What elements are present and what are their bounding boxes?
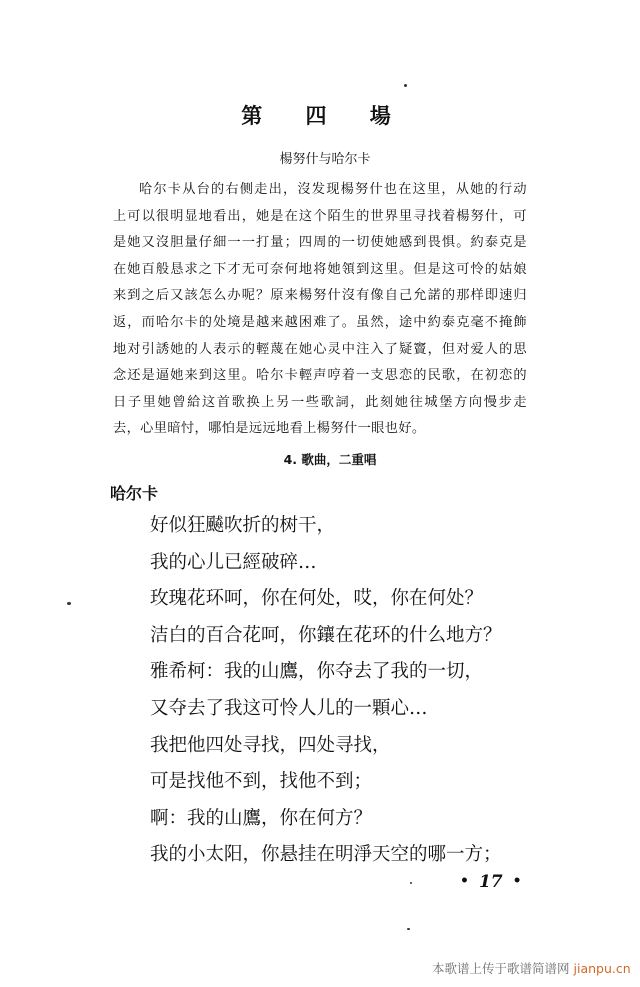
lyric-line: 又夺去了我这可怜人儿的一顆心…: [150, 697, 428, 719]
lyric-line: 玫瑰花环呵，你在何处，哎，你在何处？: [150, 588, 484, 610]
scan-speck: [404, 84, 407, 87]
stage-direction-line: 去，心里暗忖，哪怕是远远地看上楊努什一眼也好。: [113, 421, 426, 437]
stage-direction-line: 来到之后又該怎么办呢？原来楊努什沒有像自己允諾的那样即速归: [113, 288, 527, 304]
stage-direction-line: 是她又沒胆量仔細一一打量；四周的一切使她感到畏惧。約泰克是: [113, 235, 527, 251]
scan-speck: [67, 602, 71, 605]
scan-speck: [407, 928, 410, 930]
lyric-line: 啊：我的山鷹，你在何方？: [150, 807, 373, 829]
section-heading: 4. 歌曲，二重唱: [283, 452, 377, 467]
watermark-site: jianpu.cn: [573, 961, 631, 976]
page-number-value: 17: [478, 872, 503, 892]
stage-direction-paragraph: [113, 177, 527, 443]
speaker-name: 哈尔卡: [110, 484, 159, 503]
stage-direction-line: 返，而哈尔卡的处境是越来越困难了。虽然，途中約泰克毫不掩飾: [113, 314, 527, 330]
stage-direction-line: 念还是逼她来到这里。哈尔卡輕声哼着一支思恋的民歌，在初恋的: [113, 368, 527, 384]
page-number-dot-left: •: [460, 873, 469, 889]
scan-speck: [410, 882, 412, 884]
lyrics-block: [150, 508, 502, 874]
page-number-dot-right: •: [512, 873, 522, 889]
page-number: [450, 872, 532, 892]
stage-direction-line: 上可以很明显地看出，她是在这个陌生的世界里寻找着楊努什，可: [113, 208, 527, 224]
lyric-line: 洁白的百合花呵，你鑲在花环的什么地方？: [150, 624, 502, 646]
scene-subtitle: 楊努什与哈尔卡: [279, 152, 371, 167]
lyric-line: 雅希柯：我的山鷹，你夺去了我的一切，: [150, 661, 484, 683]
watermark: [432, 959, 631, 977]
stage-direction-line: 在她百般恳求之下才无可奈何地将她領到这里。但是这可怜的姑娘: [113, 261, 527, 277]
lyric-line: 可是找他不到，找他不到；: [150, 771, 373, 793]
lyric-line: 我的小太阳，你悬挂在明淨天空的哪一方；: [150, 844, 502, 866]
stage-direction-line: 日子里她曾給这首歌换上另一些歌詞，此刻她往城堡方向慢步走: [113, 394, 527, 410]
lyric-line: 我把他四处寻找，四处寻找，: [150, 734, 391, 756]
chapter-title: 第 四 場: [241, 104, 409, 128]
lyric-line: 好似狂飇吹折的树干，: [150, 515, 336, 536]
lyric-line: 我的心儿已經破碎…: [150, 551, 317, 573]
watermark-text: 本歌谱上传于歌谱简谱网: [432, 961, 570, 976]
stage-direction-line: 地对引誘她的人表示的輕蔑在她心灵中注入了疑竇，但对爱人的思: [113, 341, 527, 357]
stage-direction-line: 哈尔卡从台的右侧走出，沒发现楊努什也在这里，从她的行动: [139, 182, 527, 197]
